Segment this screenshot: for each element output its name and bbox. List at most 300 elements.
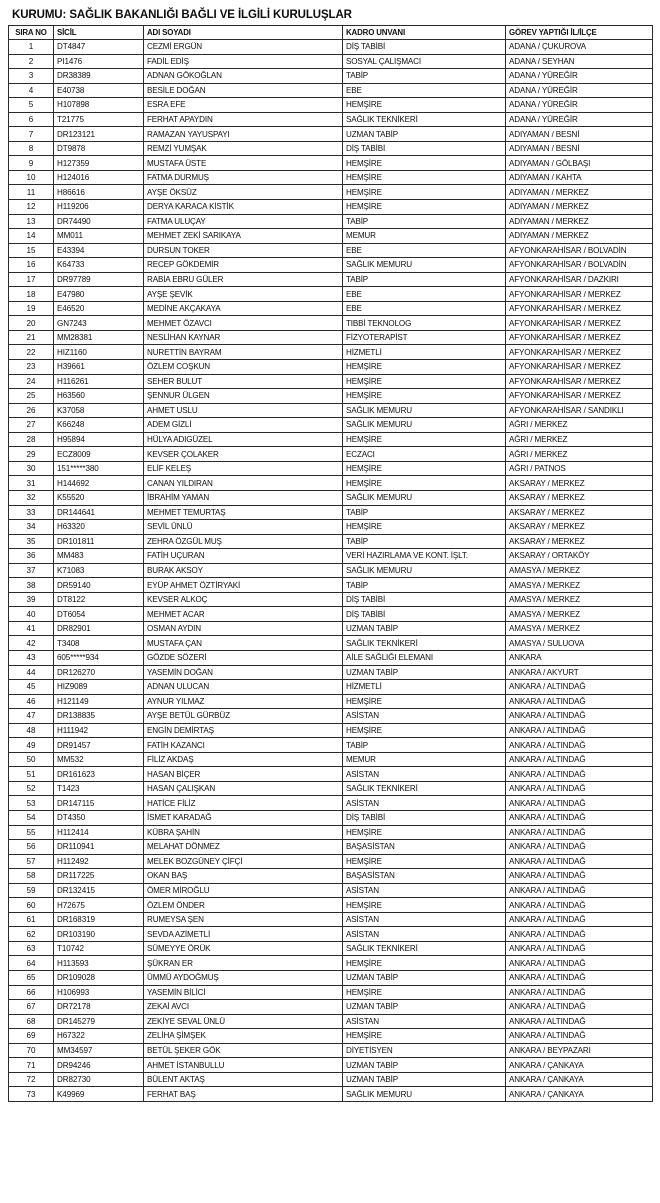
cell-kadro: SAĞLIK MEMURU <box>343 563 506 578</box>
table-row <box>9 665 653 680</box>
table-row <box>9 200 653 215</box>
cell-sicil: DR161623 <box>54 767 144 782</box>
cell-gorev: ADANA / YÜREĞİR <box>506 98 653 113</box>
cell-sicil: DR110941 <box>54 840 144 855</box>
cell-kadro: ASİSTAN <box>343 912 506 927</box>
page-title: KURUMU: SAĞLIK BAKANLIĞI BAĞLI VE İLGİLİ KURULUŞLAR <box>12 9 352 21</box>
cell-kadro: SAĞLIK TEKNİKERİ <box>343 112 506 127</box>
cell-ad: ÖZLEM COŞKUN <box>144 360 343 375</box>
table-row <box>9 69 653 84</box>
cell-kadro: HEMŞİRE <box>343 360 506 375</box>
cell-sicil: PI1476 <box>54 54 144 69</box>
cell-gorev: AMASYA / MERKEZ <box>506 621 653 636</box>
cell-gorev: AĞRI / MERKEZ <box>506 418 653 433</box>
cell-gorev: AĞRI / MERKEZ <box>506 432 653 447</box>
cell-sira: 20 <box>9 316 54 331</box>
table-body <box>9 40 653 1102</box>
table-row <box>9 971 653 986</box>
table-header <box>9 26 653 40</box>
cell-sira: 19 <box>9 301 54 316</box>
cell-sira: 54 <box>9 810 54 825</box>
cell-ad: ŞÜKRAN ER <box>144 956 343 971</box>
cell-kadro: EBE <box>343 287 506 302</box>
cell-gorev: AFYONKARAHİSAR / MERKEZ <box>506 389 653 404</box>
cell-sira: 3 <box>9 69 54 84</box>
cell-ad: ÖZLEM ÖNDER <box>144 898 343 913</box>
table-row <box>9 796 653 811</box>
cell-gorev: AKSARAY / MERKEZ <box>506 476 653 491</box>
cell-sira: 21 <box>9 330 54 345</box>
cell-sira: 27 <box>9 418 54 433</box>
cell-sira: 10 <box>9 170 54 185</box>
cell-kadro: SAĞLIK MEMURU <box>343 1087 506 1102</box>
cell-ad: MUSTAFA ÜSTE <box>144 156 343 171</box>
cell-ad: DERYA KARACA KİSTİK <box>144 200 343 215</box>
cell-kadro: BAŞASİSTAN <box>343 840 506 855</box>
cell-ad: YASEMİN DOĞAN <box>144 665 343 680</box>
cell-kadro: EBE <box>343 243 506 258</box>
cell-sira: 71 <box>9 1058 54 1073</box>
cell-gorev: ADIYAMAN / MERKEZ <box>506 229 653 244</box>
cell-gorev: ADIYAMAN / BESNİ <box>506 141 653 156</box>
cell-sicil: K55520 <box>54 490 144 505</box>
cell-sira: 6 <box>9 112 54 127</box>
cell-sicil: MM34597 <box>54 1043 144 1058</box>
cell-sicil: T21775 <box>54 112 144 127</box>
cell-ad: HASAN BİÇER <box>144 767 343 782</box>
cell-gorev: ANKARA / ALTINDAĞ <box>506 854 653 869</box>
cell-sicil: K49969 <box>54 1087 144 1102</box>
cell-kadro: HEMŞİRE <box>343 854 506 869</box>
cell-gorev: ANKARA / ALTINDAĞ <box>506 767 653 782</box>
cell-sira: 48 <box>9 723 54 738</box>
cell-kadro: HEMŞİRE <box>343 985 506 1000</box>
cell-gorev: AFYONKARAHİSAR / MERKEZ <box>506 374 653 389</box>
cell-kadro: HEMŞİRE <box>343 432 506 447</box>
cell-gorev: ANKARA / ALTINDAĞ <box>506 869 653 884</box>
cell-sira: 66 <box>9 985 54 1000</box>
table-row <box>9 723 653 738</box>
cell-kadro: TABİP <box>343 69 506 84</box>
cell-ad: ESRA EFE <box>144 98 343 113</box>
table-row <box>9 461 653 476</box>
cell-ad: CANAN YILDIRAN <box>144 476 343 491</box>
cell-gorev: AFYONKARAHİSAR / SANDIKLI <box>506 403 653 418</box>
cell-sira: 67 <box>9 1000 54 1015</box>
cell-sicil: DR82901 <box>54 621 144 636</box>
column-header-sira-no: SIRA NO <box>9 26 54 40</box>
cell-sira: 57 <box>9 854 54 869</box>
cell-sira: 8 <box>9 141 54 156</box>
cell-sicil: DR72178 <box>54 1000 144 1015</box>
cell-ad: MEHMET ACAR <box>144 607 343 622</box>
cell-kadro: DİŞ TABİBİ <box>343 141 506 156</box>
cell-sira: 56 <box>9 840 54 855</box>
table-row <box>9 840 653 855</box>
table-row <box>9 418 653 433</box>
cell-sira: 64 <box>9 956 54 971</box>
cell-kadro: HİZMETLİ <box>343 680 506 695</box>
cell-gorev: ANKARA / BEYPAZARI <box>506 1043 653 1058</box>
cell-gorev: ANKARA / ALTINDAĞ <box>506 971 653 986</box>
cell-gorev: AĞRI / MERKEZ <box>506 447 653 462</box>
cell-sicil: DR168319 <box>54 912 144 927</box>
cell-kadro: HEMŞİRE <box>343 389 506 404</box>
cell-gorev: ANKARA / ALTINDAĞ <box>506 752 653 767</box>
table-row <box>9 287 653 302</box>
cell-ad: SEVDA AZİMETLİ <box>144 927 343 942</box>
cell-kadro: FİZYOTERAPİST <box>343 330 506 345</box>
cell-ad: İSMET KARADAĞ <box>144 810 343 825</box>
cell-kadro: HEMŞİRE <box>343 825 506 840</box>
cell-ad: AYŞE BETÜL GÜRBÜZ <box>144 709 343 724</box>
cell-sicil: DT4350 <box>54 810 144 825</box>
table-row <box>9 592 653 607</box>
cell-kadro: TABİP <box>343 534 506 549</box>
cell-ad: ENGİN DEMİRTAŞ <box>144 723 343 738</box>
cell-ad: NURETTİN BAYRAM <box>144 345 343 360</box>
cell-ad: FATMA ULUÇAY <box>144 214 343 229</box>
cell-sira: 17 <box>9 272 54 287</box>
table-row <box>9 258 653 273</box>
cell-sicil: MM483 <box>54 549 144 564</box>
table-row <box>9 650 653 665</box>
cell-ad: BURAK AKSOY <box>144 563 343 578</box>
column-header-kadro-unvani: KADRO UNVANI <box>343 26 506 40</box>
table-row <box>9 127 653 142</box>
cell-ad: KEVSER ÇOLAKER <box>144 447 343 462</box>
cell-kadro: EBE <box>343 83 506 98</box>
table-row <box>9 374 653 389</box>
table-row <box>9 825 653 840</box>
cell-sicil: DR138835 <box>54 709 144 724</box>
cell-ad: BETÜL ŞEKER GÖK <box>144 1043 343 1058</box>
cell-gorev: AFYONKARAHİSAR / MERKEZ <box>506 330 653 345</box>
cell-sira: 50 <box>9 752 54 767</box>
cell-sicil: 605*****934 <box>54 650 144 665</box>
cell-ad: EYÜP AHMET ÖZTİRYAKİ <box>144 578 343 593</box>
cell-sira: 58 <box>9 869 54 884</box>
table-row <box>9 214 653 229</box>
cell-kadro: SAĞLIK MEMURU <box>343 418 506 433</box>
cell-gorev: ANKARA / ALTINDAĞ <box>506 912 653 927</box>
cell-sicil: HIZ9089 <box>54 680 144 695</box>
cell-gorev: AMASYA / MERKEZ <box>506 563 653 578</box>
cell-kadro: ASİSTAN <box>343 883 506 898</box>
cell-sira: 53 <box>9 796 54 811</box>
cell-sicil: DR123121 <box>54 127 144 142</box>
table-row <box>9 956 653 971</box>
cell-sicil: K64733 <box>54 258 144 273</box>
table-row <box>9 112 653 127</box>
cell-sicil: H63560 <box>54 389 144 404</box>
table-row <box>9 941 653 956</box>
cell-sicil: K66248 <box>54 418 144 433</box>
table-row <box>9 476 653 491</box>
cell-sicil: DR117225 <box>54 869 144 884</box>
table-row <box>9 1087 653 1102</box>
cell-sira: 15 <box>9 243 54 258</box>
cell-ad: MEHMET ÖZAVCI <box>144 316 343 331</box>
cell-kadro: ASİSTAN <box>343 709 506 724</box>
cell-gorev: ADANA / YÜREĞİR <box>506 112 653 127</box>
cell-sicil: H39661 <box>54 360 144 375</box>
cell-kadro: HEMŞİRE <box>343 694 506 709</box>
cell-ad: OKAN BAŞ <box>144 869 343 884</box>
cell-ad: REMZİ YUMŞAK <box>144 141 343 156</box>
cell-sicil: H63320 <box>54 520 144 535</box>
cell-sira: 44 <box>9 665 54 680</box>
cell-kadro: HEMŞİRE <box>343 374 506 389</box>
cell-ad: ŞENNUR ÜLGEN <box>144 389 343 404</box>
cell-kadro: SAĞLIK TEKNİKERİ <box>343 781 506 796</box>
cell-gorev: AFYONKARAHİSAR / BOLVADİN <box>506 258 653 273</box>
cell-kadro: HEMŞİRE <box>343 461 506 476</box>
cell-gorev: ANKARA / ALTINDAĞ <box>506 810 653 825</box>
cell-gorev: ADANA / ÇUKUROVA <box>506 40 653 55</box>
cell-kadro: UZMAN TABİP <box>343 1072 506 1087</box>
cell-sicil: DR132415 <box>54 883 144 898</box>
cell-sicil: H119206 <box>54 200 144 215</box>
cell-sira: 2 <box>9 54 54 69</box>
cell-gorev: AFYONKARAHİSAR / BOLVADİN <box>506 243 653 258</box>
cell-gorev: ADIYAMAN / MERKEZ <box>506 185 653 200</box>
cell-sira: 65 <box>9 971 54 986</box>
cell-sicil: H127359 <box>54 156 144 171</box>
cell-kadro: DİŞ TABİBİ <box>343 607 506 622</box>
cell-ad: HÜLYA ADIGÜZEL <box>144 432 343 447</box>
cell-kadro: AİLE SAĞLIĞI ELEMANI <box>343 650 506 665</box>
cell-gorev: ANKARA / ALTINDAĞ <box>506 1014 653 1029</box>
cell-gorev: AKSARAY / MERKEZ <box>506 520 653 535</box>
cell-ad: AHMET İSTANBULLU <box>144 1058 343 1073</box>
table-row <box>9 330 653 345</box>
cell-kadro: SAĞLIK MEMURU <box>343 490 506 505</box>
cell-sicil: H112492 <box>54 854 144 869</box>
cell-kadro: HEMŞİRE <box>343 200 506 215</box>
cell-sira: 29 <box>9 447 54 462</box>
cell-ad: RABİA EBRU GÜLER <box>144 272 343 287</box>
cell-ad: MEDİNE AKÇAKAYA <box>144 301 343 316</box>
cell-sicil: H86616 <box>54 185 144 200</box>
cell-sira: 37 <box>9 563 54 578</box>
cell-kadro: TABİP <box>343 738 506 753</box>
cell-kadro: UZMAN TABİP <box>343 1000 506 1015</box>
cell-kadro: UZMAN TABİP <box>343 621 506 636</box>
cell-kadro: BAŞASİSTAN <box>343 869 506 884</box>
cell-gorev: ANKARA / ÇANKAYA <box>506 1072 653 1087</box>
table-row <box>9 680 653 695</box>
cell-ad: FATİH KAZANCI <box>144 738 343 753</box>
cell-sira: 24 <box>9 374 54 389</box>
table-row <box>9 781 653 796</box>
cell-kadro: UZMAN TABİP <box>343 971 506 986</box>
table-row <box>9 54 653 69</box>
cell-sicil: T10742 <box>54 941 144 956</box>
cell-sicil: E40738 <box>54 83 144 98</box>
table-row <box>9 738 653 753</box>
table-row <box>9 432 653 447</box>
cell-sira: 43 <box>9 650 54 665</box>
cell-sicil: MM011 <box>54 229 144 244</box>
cell-gorev: ANKARA / ALTINDAĞ <box>506 796 653 811</box>
table-row <box>9 621 653 636</box>
cell-sicil: T1423 <box>54 781 144 796</box>
cell-sicil: E46520 <box>54 301 144 316</box>
cell-kadro: HEMŞİRE <box>343 898 506 913</box>
cell-kadro: HEMŞİRE <box>343 476 506 491</box>
cell-ad: ÜMMÜ AYDOĞMUŞ <box>144 971 343 986</box>
table-header-row <box>9 26 653 40</box>
cell-ad: RECEP GÖKDEMİR <box>144 258 343 273</box>
cell-sicil: H67322 <box>54 1029 144 1044</box>
cell-sira: 39 <box>9 592 54 607</box>
cell-sicil: MM28381 <box>54 330 144 345</box>
cell-sicil: DR109028 <box>54 971 144 986</box>
cell-kadro: VERİ HAZIRLAMA VE KONT. İŞLT. <box>343 549 506 564</box>
cell-gorev: ADIYAMAN / BESNİ <box>506 127 653 142</box>
cell-gorev: ANKARA / ALTINDAĞ <box>506 985 653 1000</box>
cell-sira: 68 <box>9 1014 54 1029</box>
table-row <box>9 520 653 535</box>
table-row <box>9 1072 653 1087</box>
cell-sira: 40 <box>9 607 54 622</box>
cell-kadro: UZMAN TABİP <box>343 1058 506 1073</box>
cell-ad: ADNAN GÖKOĞLAN <box>144 69 343 84</box>
cell-sicil: H106993 <box>54 985 144 1000</box>
table-row <box>9 898 653 913</box>
cell-ad: AYŞE ÖKSÜZ <box>144 185 343 200</box>
cell-sira: 69 <box>9 1029 54 1044</box>
cell-sicil: H124016 <box>54 170 144 185</box>
cell-ad: YASEMİN BİLİCİ <box>144 985 343 1000</box>
cell-ad: KEVSER ALKOÇ <box>144 592 343 607</box>
table-row <box>9 1043 653 1058</box>
cell-sicil: DR101811 <box>54 534 144 549</box>
table-row <box>9 170 653 185</box>
cell-sicil: H144692 <box>54 476 144 491</box>
cell-kadro: MEMUR <box>343 752 506 767</box>
cell-kadro: ECZACI <box>343 447 506 462</box>
cell-sira: 60 <box>9 898 54 913</box>
cell-kadro: UZMAN TABİP <box>343 127 506 142</box>
cell-sicil: MM532 <box>54 752 144 767</box>
cell-sira: 41 <box>9 621 54 636</box>
cell-kadro: TABİP <box>343 214 506 229</box>
cell-gorev: ADIYAMAN / MERKEZ <box>506 200 653 215</box>
cell-kadro: SAĞLIK TEKNİKERİ <box>343 941 506 956</box>
cell-kadro: MEMUR <box>343 229 506 244</box>
cell-kadro: SAĞLIK TEKNİKERİ <box>343 636 506 651</box>
cell-sira: 22 <box>9 345 54 360</box>
table-row <box>9 360 653 375</box>
cell-sira: 9 <box>9 156 54 171</box>
cell-kadro: ASİSTAN <box>343 1014 506 1029</box>
cell-sicil: DR144641 <box>54 505 144 520</box>
cell-sira: 70 <box>9 1043 54 1058</box>
cell-gorev: AFYONKARAHİSAR / MERKEZ <box>506 287 653 302</box>
cell-gorev: ADIYAMAN / MERKEZ <box>506 214 653 229</box>
cell-ad: SEVİL ÜNLÜ <box>144 520 343 535</box>
cell-sicil: K71083 <box>54 563 144 578</box>
table-row <box>9 389 653 404</box>
cell-ad: SEHER BULUT <box>144 374 343 389</box>
cell-sicil: DR91457 <box>54 738 144 753</box>
table-row <box>9 709 653 724</box>
cell-gorev: ANKARA / ALTINDAĞ <box>506 1000 653 1015</box>
cell-sira: 13 <box>9 214 54 229</box>
cell-ad: AYNUR YILMAZ <box>144 694 343 709</box>
cell-sira: 73 <box>9 1087 54 1102</box>
cell-sicil: H113593 <box>54 956 144 971</box>
cell-kadro: HEMŞİRE <box>343 185 506 200</box>
table-row <box>9 563 653 578</box>
cell-gorev: AKSARAY / MERKEZ <box>506 505 653 520</box>
cell-sicil: DT9878 <box>54 141 144 156</box>
table-row <box>9 752 653 767</box>
cell-gorev: ANKARA / ÇANKAYA <box>506 1087 653 1102</box>
cell-ad: MELAHAT DÖNMEZ <box>144 840 343 855</box>
cell-ad: RUMEYSA ŞEN <box>144 912 343 927</box>
cell-sicil: DR147115 <box>54 796 144 811</box>
column-header-adi-soyadi: ADI SOYADI <box>144 26 343 40</box>
cell-sira: 30 <box>9 461 54 476</box>
cell-ad: AHMET USLU <box>144 403 343 418</box>
cell-gorev: ADIYAMAN / KAHTA <box>506 170 653 185</box>
cell-gorev: AFYONKARAHİSAR / MERKEZ <box>506 316 653 331</box>
cell-sira: 7 <box>9 127 54 142</box>
cell-sicil: DR103190 <box>54 927 144 942</box>
cell-ad: CEZMİ ERGÜN <box>144 40 343 55</box>
cell-kadro: ASİSTAN <box>343 767 506 782</box>
cell-ad: FİLİZ AKDAŞ <box>144 752 343 767</box>
cell-ad: FATİH UÇURAN <box>144 549 343 564</box>
cell-ad: İBRAHİM YAMAN <box>144 490 343 505</box>
cell-sicil: E47980 <box>54 287 144 302</box>
cell-sicil: DR59140 <box>54 578 144 593</box>
cell-ad: ZEKAİ AVCI <box>144 1000 343 1015</box>
cell-sicil: H72675 <box>54 898 144 913</box>
cell-gorev: ANKARA / ALTINDAĞ <box>506 927 653 942</box>
cell-kadro: HİZMETLİ <box>343 345 506 360</box>
cell-sicil: K37058 <box>54 403 144 418</box>
cell-kadro: HEMŞİRE <box>343 520 506 535</box>
cell-gorev: AKSARAY / MERKEZ <box>506 534 653 549</box>
cell-sira: 14 <box>9 229 54 244</box>
cell-gorev: ANKARA / ALTINDAĞ <box>506 825 653 840</box>
cell-sicil: DR82730 <box>54 1072 144 1087</box>
cell-ad: ADEM GİZLİ <box>144 418 343 433</box>
table-row <box>9 883 653 898</box>
cell-sira: 52 <box>9 781 54 796</box>
cell-ad: MEHMET TEMURTAŞ <box>144 505 343 520</box>
table-row <box>9 98 653 113</box>
column-header-sicil: SİCİL <box>54 26 144 40</box>
cell-sira: 18 <box>9 287 54 302</box>
cell-kadro: DİŞ TABİBİ <box>343 810 506 825</box>
cell-gorev: ANKARA <box>506 650 653 665</box>
cell-sira: 32 <box>9 490 54 505</box>
cell-gorev: AMASYA / MERKEZ <box>506 592 653 607</box>
cell-sicil: H112414 <box>54 825 144 840</box>
cell-ad: BÜLENT AKTAŞ <box>144 1072 343 1087</box>
table-row <box>9 578 653 593</box>
table-row <box>9 927 653 942</box>
cell-kadro: DİYETİSYEN <box>343 1043 506 1058</box>
cell-ad: FERHAT APAYDIN <box>144 112 343 127</box>
cell-sira: 16 <box>9 258 54 273</box>
cell-gorev: ANKARA / ALTINDAĞ <box>506 680 653 695</box>
